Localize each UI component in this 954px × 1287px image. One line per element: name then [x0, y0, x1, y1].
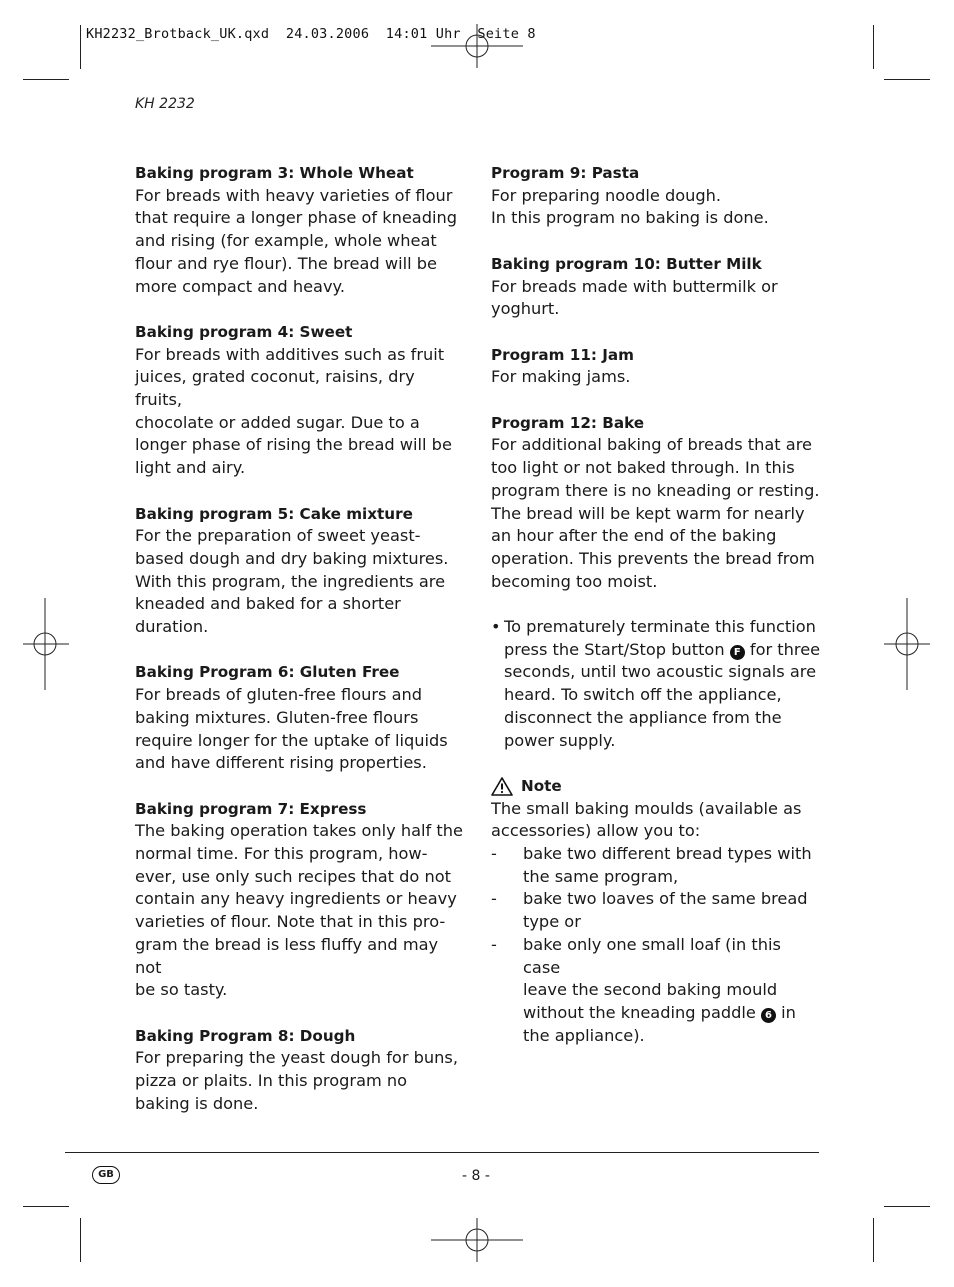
- model-header: KH 2232: [135, 96, 195, 112]
- section-body: For breads with additives such as fruit juices, grated coconut, raisins, dry fruits, chocolate or added sugar. Due to a longer phase of rising the bread will be light and airy.: [135, 344, 452, 478]
- bullet-dot: •: [491, 617, 501, 636]
- section-body: For the preparation of sweet yeast- based dough and dry baking mixtures. With this program, the ingredients are kneaded and baked for a shorter duration.: [135, 526, 449, 637]
- section-heading: Baking program 10: Butter Milk: [491, 254, 762, 273]
- instruction-text: for three seconds, until two acoustic signals are heard. To switch off the appliance, disconnect the appliance from the power supply.: [504, 639, 821, 750]
- section-body: For preparing noodle dough. In this program no baking is done.: [491, 185, 769, 228]
- program-section: [135, 321, 465, 480]
- crop-mark: [884, 79, 930, 80]
- note-heading: [491, 775, 821, 798]
- registration-mark-icon: [884, 598, 930, 690]
- registration-mark-icon: [431, 1218, 523, 1262]
- list-item: [491, 934, 821, 1048]
- instruction-text: To prematurely terminate this function press the Start/Stop button: [504, 617, 816, 659]
- section-body: The baking operation takes only half the normal time. For this program, how- ever, use only such recipes that do not contain any heavy ingredients or heavy varieties of flour. Note that in this pro- gram the bread is less fluffy and may not be so tasty.: [135, 821, 463, 1000]
- section-heading: Baking Program 6: Gluten Free: [135, 663, 400, 682]
- section-heading: Baking program 4: Sweet: [135, 322, 353, 341]
- terminate-instruction: [491, 616, 821, 752]
- list-item-text: bake two loaves of the same bread type or: [523, 889, 808, 932]
- program-section: [135, 503, 465, 639]
- warning-triangle-icon: [491, 777, 513, 796]
- crop-mark: [80, 1218, 81, 1262]
- section-heading: Baking program 7: Express: [135, 799, 367, 818]
- section-heading: Program 12: Bake: [491, 413, 645, 432]
- crop-mark: [884, 1206, 930, 1207]
- section-body: For breads made with buttermilk or yoghurt.: [491, 276, 778, 319]
- crop-mark: [873, 25, 874, 69]
- country-badge: GB: [92, 1166, 120, 1184]
- section-heading: Program 11: Jam: [491, 345, 634, 364]
- part-6-marker-icon: 6: [761, 1008, 776, 1023]
- list-item: [491, 843, 821, 888]
- left-column: [135, 162, 465, 1138]
- section-heading: Program 9: Pasta: [491, 164, 640, 182]
- section-body: For breads of gluten-free flours and baking mixtures. Gluten-free flours require longer for the uptake of liquids and have different rising properties.: [135, 685, 448, 773]
- right-column: [491, 162, 821, 1047]
- program-section: [135, 162, 465, 298]
- section-heading: Baking program 5: Cake mixture: [135, 504, 413, 523]
- crop-mark: [80, 25, 81, 69]
- section-body: For preparing the yeast dough for buns, pizza or plaits. In this program no baking is done.: [135, 1048, 458, 1113]
- button-f-marker-icon: F: [730, 645, 745, 660]
- print-slug: KH2232_Brotback_UK.qxd 24.03.2006 14:01 Uhr Seite 8: [86, 26, 536, 42]
- registration-mark-icon: [23, 598, 69, 690]
- program-section: [491, 412, 821, 594]
- note-title: Note: [521, 776, 562, 795]
- program-section: [491, 162, 821, 230]
- footer-rule: [65, 1152, 819, 1153]
- list-item-text: bake two different bread types with the same program,: [523, 844, 812, 886]
- list-item: [491, 888, 821, 933]
- section-body: For additional baking of breads that are too light or not baked through. In this program there is no kneading or resting. The bread will be kept warm for nearly an hour after the end of the baking operation. This prevents the bread from becoming too moist.: [491, 435, 820, 591]
- note-block: [491, 775, 821, 1047]
- page-number: - 8 -: [462, 1168, 490, 1184]
- crop-mark: [873, 1218, 874, 1262]
- program-section: [491, 253, 821, 321]
- list-dash: -: [491, 844, 497, 864]
- registration-mark-icon: [431, 24, 523, 68]
- program-section: [491, 344, 821, 389]
- program-section: [135, 1025, 465, 1116]
- list-dash: -: [491, 934, 497, 954]
- list-item-text: in the appliance).: [523, 1002, 796, 1045]
- list-item-text: bake only one small loaf (in this case leave the second baking mould without the kneading paddle: [523, 934, 781, 1022]
- section-heading: Baking Program 8: Dough: [135, 1026, 356, 1045]
- section-body: For making jams.: [491, 367, 631, 387]
- note-intro: The small baking moulds (available as accessories) allow you to:: [491, 798, 802, 841]
- crop-mark: [23, 79, 69, 80]
- program-section: [135, 661, 465, 775]
- section-heading: Baking program 3: Whole Wheat: [135, 164, 414, 182]
- list-dash: -: [491, 889, 497, 909]
- crop-mark: [23, 1206, 69, 1207]
- program-section: [135, 798, 465, 1002]
- section-body: For breads with heavy varieties of flour that require a longer phase of kneading and rising (for example, whole wheat flour and rye flour). The bread will be more compact and heavy.: [135, 185, 458, 296]
